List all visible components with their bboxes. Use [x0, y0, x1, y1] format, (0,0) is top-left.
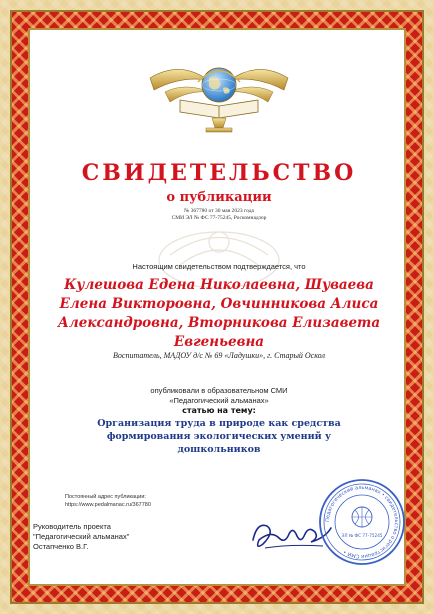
article-label: статью на тему:: [182, 406, 256, 415]
stamp-icon: [317, 477, 407, 567]
certificate-title: СВИДЕТЕЛЬСТВО: [81, 160, 357, 186]
article-title: Организация труда в природе как средства формирования экологических умений у дошкольников: [97, 418, 341, 455]
certificate-body: [28, 28, 406, 586]
media-name: «Педагогический альманах»: [169, 396, 269, 405]
certificate-number: № 367780 от 30 мая 2023 года: [184, 208, 254, 214]
address-label: Постоянный адрес публикации:: [65, 494, 146, 500]
publication-url[interactable]: https://www.pedalmanac.ru/367780: [65, 502, 151, 508]
published-in-text: опубликовали в образовательном СМИ: [150, 386, 288, 395]
intro-text: Настоящим свидетельством подтверждается, что: [132, 262, 306, 271]
author-names: Кулешова Едена Николаевна, Шуваева Елена Викторовна, Овчинникова Алиса Александровна, Вторникова Елизавета Евгеньевна: [57, 277, 381, 350]
globe-book-emblem-icon: [30, 30, 408, 150]
head-project: "Педагогический альманах": [33, 532, 130, 541]
certificate-subtitle: о публикации: [166, 190, 272, 205]
stamp-center-text: ЭЛ № ФС 77-75245: [341, 533, 383, 538]
stamp-ring-text: Педагогический альманах • свидетельство о регистрации СМИ •: [324, 484, 400, 560]
media-registration: СМИ ЭЛ № ФС 77-75245, Роскомнадзор: [171, 215, 267, 221]
head-name: Остапченко В.Г.: [33, 542, 89, 551]
author-position: Воспитатель, МАДОУ д/с № 69 «Ладушки», г. Старый Оскол: [113, 351, 325, 360]
project-head-block: [33, 522, 129, 552]
head-title: Руководитель проекта: [33, 522, 111, 531]
